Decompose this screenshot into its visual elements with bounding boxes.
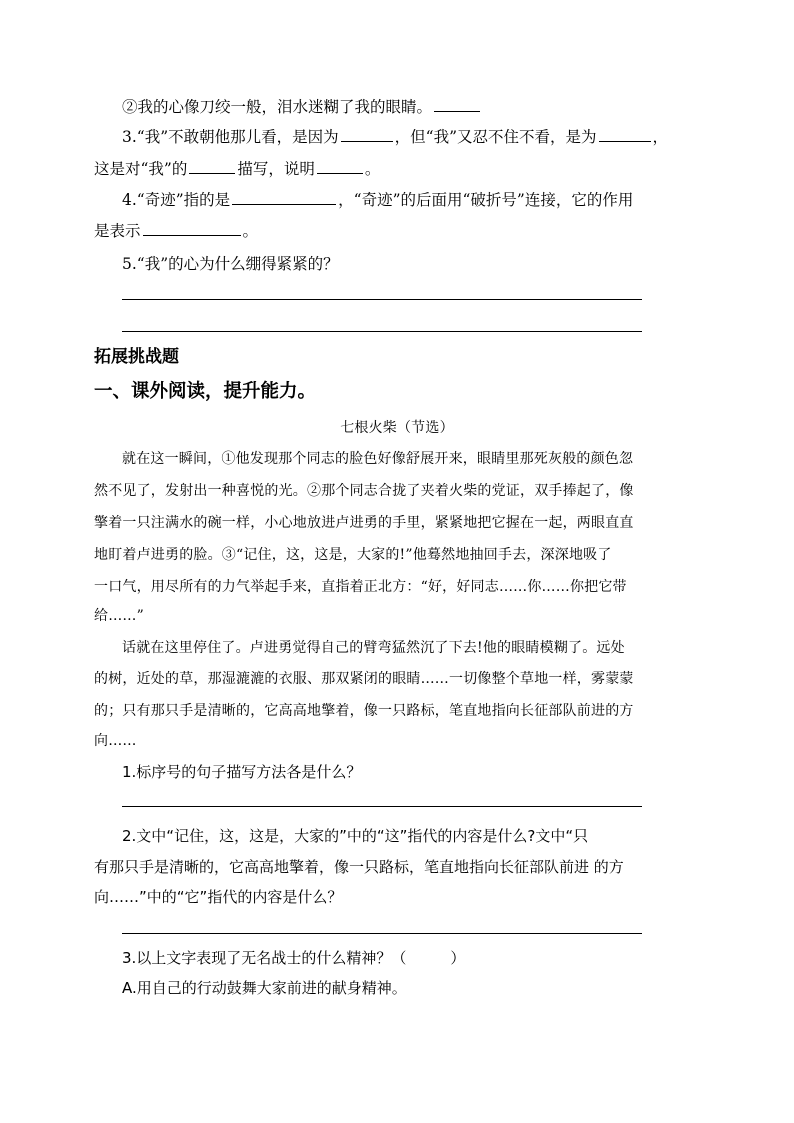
answer-blank[interactable] — [599, 127, 651, 142]
passage-line: 地盯着卢进勇的脸。③“记住，这，这是，大家的!”他蓦然地抽回手去，深深地吸了 — [94, 547, 612, 563]
answer-blank[interactable] — [317, 159, 363, 174]
answer-blank[interactable] — [232, 190, 336, 205]
passage-line: 擎着一只注满水的碗一样，小心地放进卢进勇的手里，紧紧地把它握在一起，两眼直直 — [94, 515, 634, 531]
answer-blank[interactable] — [189, 159, 235, 174]
passage-line: 向…… — [94, 733, 137, 749]
passage-line: 然不见了，发射出一种喜悦的光。②那个同志合拢了夹着火柴的党证，双手捧起了，像 — [94, 483, 634, 499]
answer-line[interactable] — [122, 299, 642, 300]
question-1: 1.标序号的句子描写方法各是什么？ — [122, 763, 362, 781]
question-2-line: 有那只手是清晰的，它高高地擎着，像一只路标，笔直地指向长征部队前进 的方 — [94, 858, 624, 876]
q4-line-1: 4.“奇迹”指的是 ，“奇迹”的后面用“破折号”连接，它的作用 — [122, 191, 634, 209]
answer-blank[interactable] — [434, 97, 480, 112]
answer-blank[interactable] — [341, 127, 393, 142]
passage-line: 给……” — [94, 608, 144, 624]
extension-title: 拓展挑战题 — [94, 347, 179, 367]
q3-line-1: 3.“我”不敢朝他那儿看，是因为 ，但“我”又忍不住不看，是为 ， — [122, 128, 669, 146]
passage-line: 的树，近处的草，那湿漉漉的衣服、那双紧闭的眼睛……一切像整个草地一样，雾蒙蒙 — [94, 671, 634, 687]
section-title: 一、课外阅读，提升能力。 — [94, 381, 317, 402]
answer-line[interactable] — [122, 806, 642, 807]
passage-line: 的；只有那只手是清晰的，它高高地擎着，像一只路标，笔直地指向长征部队前进的方 — [94, 703, 634, 719]
answer-line[interactable] — [122, 331, 642, 332]
q5-line: 5.“我”的心为什么绷得紧紧的？ — [122, 255, 339, 273]
q3-line-2: 这是对“我”的 描写，说明 。 — [94, 160, 381, 178]
answer-line[interactable] — [122, 933, 642, 934]
item-2-text: ②我的心像刀绞一般，泪水迷糊了我的眼睛。 — [122, 98, 433, 116]
passage-line: 话就在这里停住了。卢进勇觉得自己的臂弯猛然沉了下去!他的眼睛模糊了。远处 — [122, 640, 625, 656]
question-3: 3.以上文字表现了无名战士的什么精神？（ ） — [122, 949, 466, 967]
question-2-line: 向……”中的“它”指代的内容是什么？ — [94, 888, 343, 906]
passage-line: 一口气，用尽所有的力气举起手来，直指着正北方：“好，好同志……你……你把它带 — [94, 579, 627, 595]
answer-blank[interactable] — [143, 221, 241, 236]
passage-line: 就在这一瞬间，①他发现那个同志的脸色好像舒展开来，眼睛里那死灰般的颜色忽 — [122, 451, 634, 467]
passage-title: 七根火柴（节选） — [340, 420, 454, 436]
question-2-line: 2.文中“记住，这，这是，大家的”中的“这”指代的内容是什么?文中“只 — [122, 827, 589, 845]
item-2-line — [122, 97, 482, 117]
question-3-option-a[interactable]: A.用自己的行动鼓舞大家前进的献身精神。 — [122, 979, 407, 997]
q4-line-2: 是表示 。 — [94, 222, 259, 240]
